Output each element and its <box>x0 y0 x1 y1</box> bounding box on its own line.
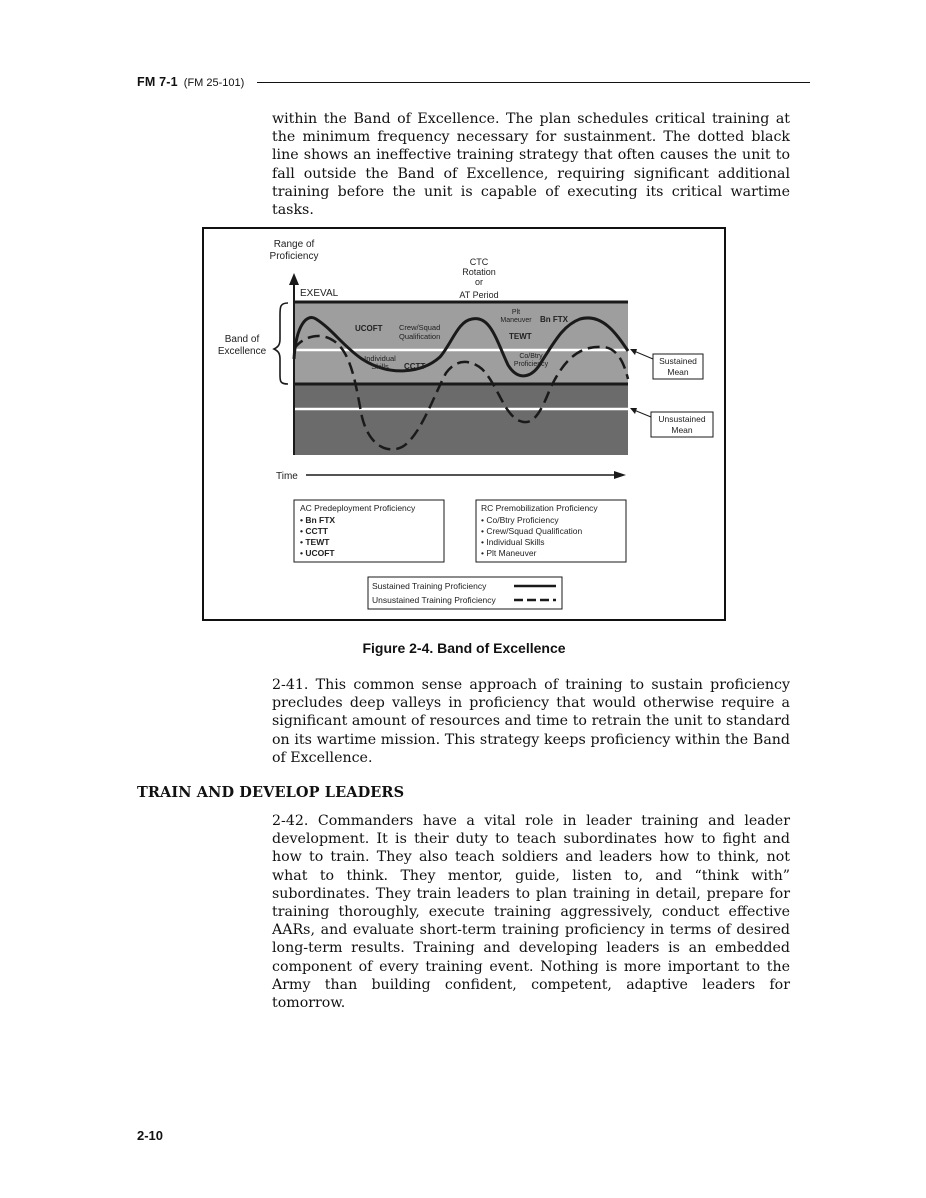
time-axis-arrow-icon <box>614 471 626 479</box>
ac-box-title: AC Predeployment Proficiency <box>300 503 416 513</box>
rc-box-item: • Plt Maneuver <box>481 548 537 558</box>
manual-subcode: (FM 25-101) <box>183 77 245 89</box>
event-cobtry-line2: Proficiency <box>513 361 549 368</box>
rc-box-item: • Individual Skills <box>481 537 545 547</box>
unsustained-mean-label-line1: Unsustained <box>658 414 706 424</box>
ac-box-item: • Bn FTX <box>300 515 336 525</box>
ctc-label-line2: Rotation <box>462 267 496 277</box>
band-label-line2: Excellence <box>217 346 267 357</box>
event-indiv-line2: Skills <box>371 362 389 371</box>
band-brace-icon <box>274 303 288 384</box>
section-heading: TRAIN AND DEVELOP LEADERS <box>137 784 405 801</box>
below-band-area <box>294 383 628 455</box>
exeval-label: EXEVAL <box>300 288 339 299</box>
event-ucoft: UCOFT <box>355 324 383 333</box>
ctc-label-line4: AT Period <box>459 290 499 300</box>
paragraph-2-41: 2-41. This common sense approach of training to sustain proficiency precludes deep valleys in proficiency that would otherwise require a significant amount of resources and time to retrain the unit to standard on its wartime mission. This strategy keeps proficiency within the Band of Excellence. <box>272 677 790 766</box>
event-plt-line2: Maneuver <box>500 317 532 324</box>
page-number: 2-10 <box>137 1128 164 1143</box>
unsustained-mean-label-line2: Mean <box>671 425 693 435</box>
x-axis-label: Time <box>276 471 298 482</box>
paragraph-2-42: 2-42. Commanders have a vital role in leader training and leader development. It is their duty to teach subordinates how to fight and how to train. They also teach soldiers and leaders how to think, not what to think. They mentor, guide, listen to, and “think with” subordinates. They train leaders to plan training in detail, prepare for training thoroughly, execute training aggressively, conduct effective AARs, and evaluate short-term training proficiency in terms of desired long-term results. Training and developing leaders is an embedded component of every training event. Nothing is more important to the Army than building confident, competent, adaptive leaders for tomorrow. <box>272 813 790 1012</box>
figure-band-of-excellence <box>202 227 726 621</box>
ac-box-item: • CCTT <box>300 526 328 536</box>
rc-box-item: • Co/Btry Proficiency <box>481 515 559 525</box>
event-indiv-line1: Individual <box>364 354 396 363</box>
ac-box-item: • TEWT <box>300 537 330 547</box>
manual-code: FM 7-1 <box>137 75 178 89</box>
sustained-mean-label-line2: Mean <box>667 367 689 377</box>
event-bn-ftx: Bn FTX <box>540 315 568 324</box>
sustained-mean-arrow-icon <box>630 349 637 355</box>
sustained-mean-label-line1: Sustained <box>659 356 697 366</box>
intro-paragraph: within the Band of Excellence. The plan schedules critical training at the minimum frequency necessary for sustainment. The dotted black line shows an ineffective training strategy that often causes the unit to fall outside the Band of Excellence, requiring significant additional training before the unit is capable of executing its critical wartime tasks. <box>272 111 790 219</box>
rc-box-title: RC Premobilization Proficiency <box>481 503 598 513</box>
sustained-mean-pointer <box>634 351 653 359</box>
event-crew-line1: Crew/Squad <box>399 323 441 332</box>
y-axis-arrow-icon <box>289 273 299 285</box>
event-cctt: CCTT <box>404 362 426 371</box>
ctc-label-line3: or <box>474 277 484 287</box>
event-cobtry-line1: Co/Btry <box>519 353 543 360</box>
legend-unsustained-label: Unsustained Training Proficiency <box>372 595 496 605</box>
y-axis-label-line2: Proficiency <box>269 251 319 262</box>
unsustained-mean-pointer <box>634 410 651 417</box>
event-tewt: TEWT <box>509 332 532 341</box>
legend-sustained-label: Sustained Training Proficiency <box>372 581 487 591</box>
ctc-label-line1: CTC <box>469 257 489 267</box>
band-of-excellence-diagram <box>204 229 724 619</box>
event-crew-line2: Qualification <box>399 332 441 341</box>
unsustained-mean-arrow-icon <box>630 408 637 414</box>
event-plt-line1: Plt <box>511 309 521 316</box>
running-header <box>137 73 810 91</box>
y-axis-label-line1: Range of <box>273 239 315 250</box>
ac-box-item: • UCOFT <box>300 548 335 558</box>
rc-box-item: • Crew/Squad Qualification <box>481 526 583 536</box>
figure-caption: Figure 2-4. Band of Excellence <box>362 640 566 656</box>
header-rule <box>257 82 810 83</box>
band-label-line1: Band of <box>224 334 260 345</box>
